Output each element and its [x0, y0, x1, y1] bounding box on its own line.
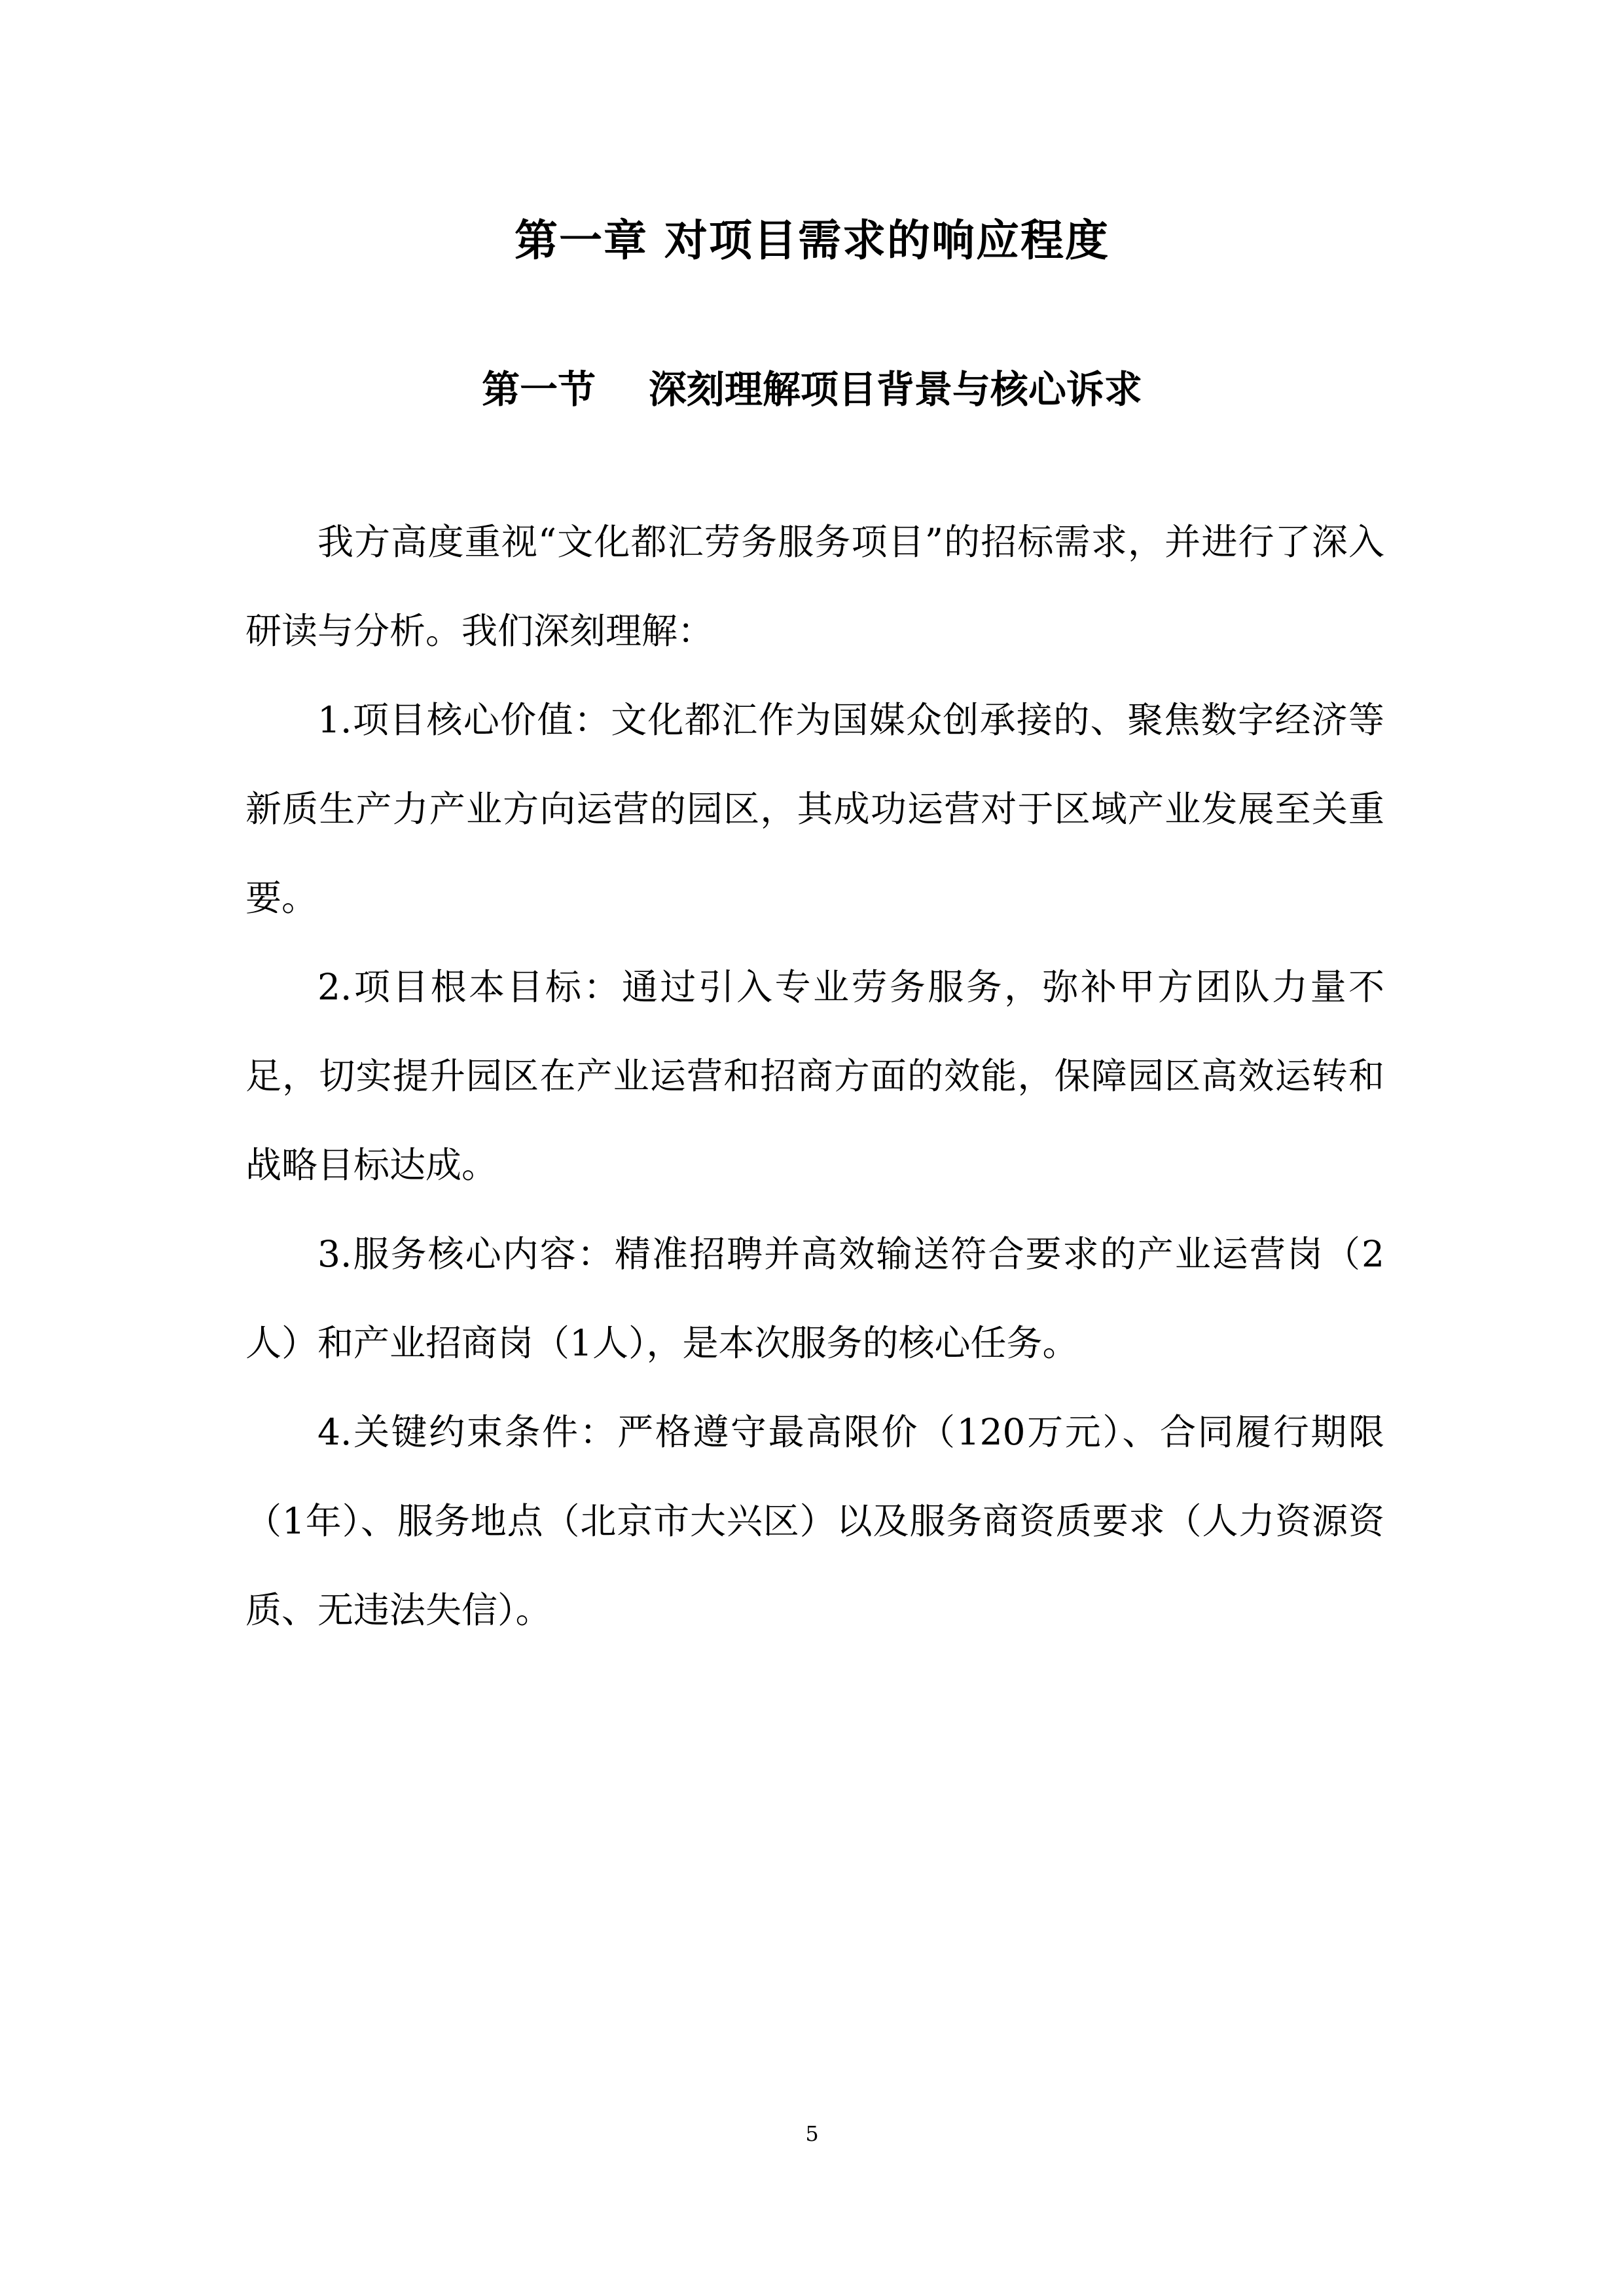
- paragraph-point-4: 4.关键约束条件：严格遵守最高限价（120万元）、合同履行期限（1年）、服务地点（北京市大兴区）以及服务商资质要求（人力资源资质、无违法失信）。: [245, 1411, 1384, 1631]
- paragraph-point-2: 2.项目根本目标：通过引入专业劳务服务，弥补甲方团队力量不足，切实提升园区在产业运营和招商方面的效能，保障园区高效运转和战略目标达成。: [245, 966, 1384, 1186]
- section-title: 第一节 深刻理解项目背景与核心诉求: [482, 367, 1142, 412]
- paragraph-intro: 我方高度重视“文化都汇劳务服务项目”的招标需求，并进行了深入研读与分析。我们深刻理解：: [245, 521, 1384, 652]
- page-number: 5: [805, 2121, 819, 2146]
- chapter-title: 第一章 对项目需求的响应程度: [514, 215, 1110, 266]
- body-text: [245, 497, 1384, 1655]
- paragraph-point-3: 3.服务核心内容：精准招聘并高效输送符合要求的产业运营岗（2人）和产业招商岗（1人），是本次服务的核心任务。: [245, 1233, 1384, 1364]
- paragraph-point-1: 1.项目核心价值：文化都汇作为国媒众创承接的、聚焦数字经济等新质生产力产业方向运营的园区，其成功运营对于区域产业发展至关重要。: [245, 699, 1384, 919]
